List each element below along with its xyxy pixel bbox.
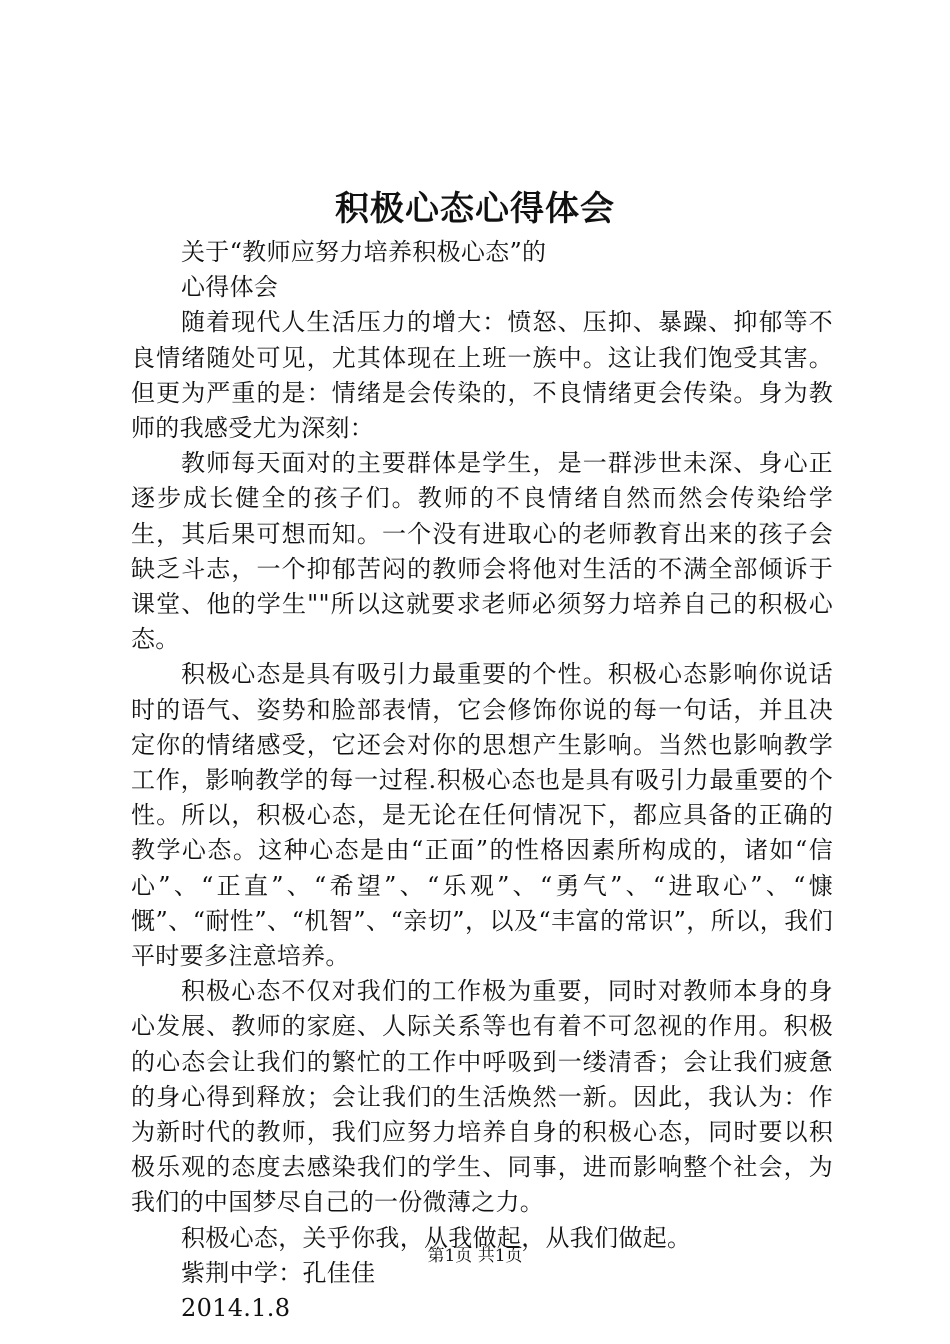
document-body bbox=[131, 235, 833, 1326]
page-indicator: 第1页 共1页 bbox=[427, 1246, 523, 1266]
paragraph-3: 积极心态是具有吸引力最重要的个性。积极心态影响你说话时的语气、姿势和脸部表情，它会修饰你说的每一句话，并且决定你的情绪感受，它还会对你的思想产生影响。当然也影响教学工作，影响教学的每一过程.积极心态也是具有吸引力最重要的个性。所以，积极心态，是无论在任何情况下，都应具备的正确的教学心态。这种心态是由“正面”的性格因素所构成的，诸如“信心”、“正直”、“希望”、“乐观”、“勇气”、“进取心”、“慷慨”、“耐性”、“机智”、“亲切”，以及“丰富的常识”，所以，我们平时要多注意培养。 bbox=[131, 660, 833, 971]
document-title: 积极心态心得体会 bbox=[335, 189, 615, 229]
paragraph-5: 积极心态，关乎你我，从我做起，从我们做起。 bbox=[181, 1223, 692, 1252]
date: 2014.1.8 bbox=[181, 1294, 291, 1323]
paragraph-4: 积极心态不仅对我们的工作极为重要，同时对教师本身的身心发展、教师的家庭、人际关系等也有着不可忽视的作用。积极的心态会让我们的繁忙的工作中呼吸到一缕清香；会让我们疲惫的身心得到释放；会让我们的生活焕然一新。因此，我认为：作为新时代的教师，我们应努力培养自身的积极心态，同时要以积极乐观的态度去感染我们的学生、同事，进而影响整个社会，为我们的中国梦尽自己的一份微薄之力。 bbox=[131, 977, 833, 1217]
signature: 紫荆中学：孔佳佳 bbox=[181, 1258, 376, 1287]
subtitle-line-2: 心得体会 bbox=[181, 273, 279, 302]
paragraph-2: 教师每天面对的主要群体是学生，是一群涉世未深、身心正逐步成长健全的孩子们。教师的不良情绪自然而然会传染给学生，其后果可想而知。一个没有进取心的老师教育出来的孩子会缺乏斗志，一个抑郁苦闷的教师会将他对生活的不满全部倾诉于课堂、他的学生""所以这就要求老师必须努力培养自己的积极心态。 bbox=[131, 449, 833, 654]
subtitle-line-1: 关于“教师应努力培养积极心态”的 bbox=[181, 238, 547, 266]
paragraph-1: 随着现代人生活压力的增大：愤怒、压抑、暴躁、抑郁等不良情绪随处可见，尤其体现在上班一族中。这让我们饱受其害。但更为严重的是：情绪是会传染的，不良情绪更会传染。身为教师的我感受尤为深刻： bbox=[131, 308, 833, 443]
